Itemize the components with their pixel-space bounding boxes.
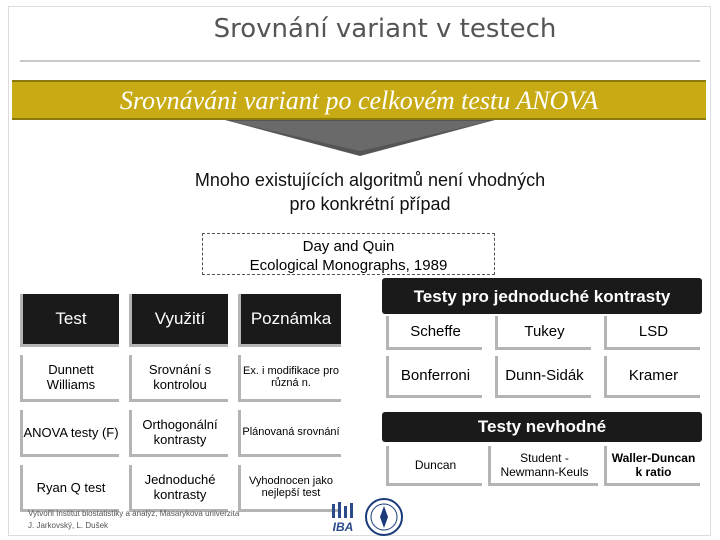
table-row xyxy=(20,410,341,457)
table-cell: Orthogonální kontrasty xyxy=(129,410,228,457)
footer-line-1: Vytvořil Institut biostatistiky a analýz, Masarykova univerzita xyxy=(28,509,240,518)
iba-logo-icon xyxy=(328,500,358,534)
table-cell: Dunnett Williams xyxy=(20,355,119,402)
slide-title: Srovnání variant v testech xyxy=(213,14,557,44)
table-cell: Plánovaná srovnání xyxy=(238,410,341,457)
footer-credits xyxy=(28,508,239,532)
down-arrow-icon xyxy=(225,120,495,160)
table-row xyxy=(20,465,341,512)
table-header-test: Test xyxy=(20,294,119,347)
table-cell: Ryan Q test xyxy=(20,465,119,512)
university-seal-icon xyxy=(364,497,404,537)
unsuitable-tests-header: Testy nevhodné xyxy=(382,412,702,442)
test-item: Bonferroni xyxy=(386,356,482,398)
reference-line-1: Day and Quin xyxy=(302,238,395,255)
title-divider xyxy=(20,60,700,62)
table-cell: Jednoduché kontrasty xyxy=(129,465,228,512)
table-header-note: Poznámka xyxy=(238,294,341,347)
test-item: Tukey xyxy=(495,316,591,350)
table-cell: ANOVA testy (F) xyxy=(20,410,119,457)
reference-box xyxy=(202,233,495,275)
simple-contrasts-header: Testy pro jednoduché kontrasty xyxy=(382,278,702,314)
table-cell: Srovnání s kontrolou xyxy=(129,355,228,402)
test-item: Scheffe xyxy=(386,316,482,350)
test-item: Kramer xyxy=(604,356,700,398)
unsuitable-test-item: Duncan xyxy=(386,446,482,486)
test-item: LSD xyxy=(604,316,700,350)
table-row xyxy=(20,355,341,402)
unsuitable-test-item: Waller-Duncan k ratio xyxy=(604,446,700,486)
info-text xyxy=(100,168,640,216)
footer-line-2: J. Jarkovský, L. Dušek xyxy=(28,521,109,530)
table-header-usage: Využití xyxy=(129,294,228,347)
banner-text: Srovnáváni variant po celkovém testu ANOVA xyxy=(119,86,599,115)
table-cell: Vyhodnocen jako nejlepší test xyxy=(238,465,341,512)
test-table xyxy=(10,286,351,520)
iba-logo-text: IBA xyxy=(332,520,354,534)
reference-line-2: Ecological Monographs, 1989 xyxy=(249,257,448,274)
unsuitable-test-item: Student - Newmann-Keuls xyxy=(488,446,598,486)
test-item: Dunn-Sidák xyxy=(495,356,591,398)
info-line-1: Mnoho existujících algoritmů není vhodných xyxy=(194,170,546,190)
info-line-2: pro konkrétní případ xyxy=(289,194,451,214)
table-cell: Ex. i modifikace pro různá n. xyxy=(238,355,341,402)
